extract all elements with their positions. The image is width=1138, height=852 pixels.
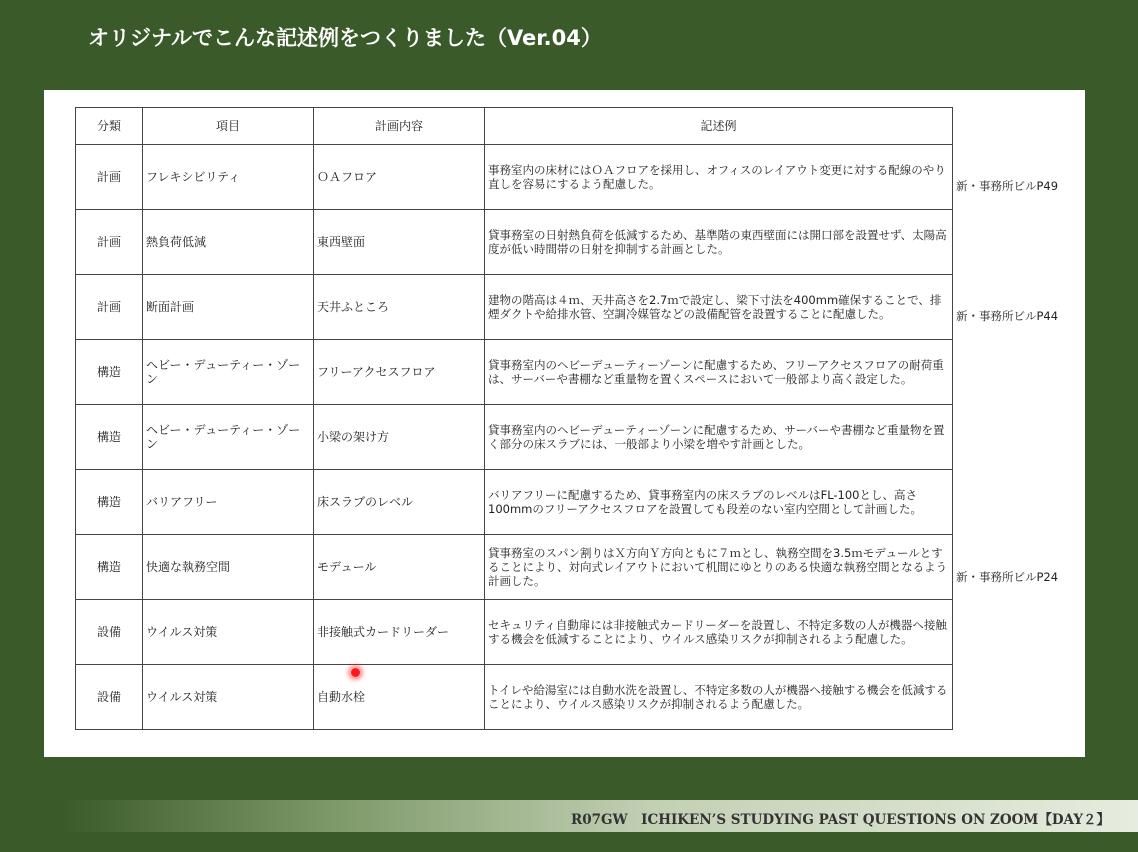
table-row	[76, 535, 953, 600]
category-cell: 構造	[76, 340, 143, 405]
content-cell: 非接触式カードリーダー	[314, 600, 485, 665]
content-cell: 自動水栓	[314, 665, 485, 730]
example-cell: 貸事務室の日射熱負荷を低減するため、基準階の東西壁面には開口部を設置せず、太陽高度が低い時間帯の日射を抑制する計画とした。	[485, 210, 953, 275]
category-cell: 計画	[76, 145, 143, 210]
item-cell: 快適な執務空間	[143, 535, 314, 600]
content-cell: フリーアクセスフロア	[314, 340, 485, 405]
table-row	[76, 405, 953, 470]
table-row	[76, 275, 953, 340]
header-item: 項目	[143, 108, 314, 145]
category-cell: 設備	[76, 600, 143, 665]
content-cell: 天井ふところ	[314, 275, 485, 340]
footer-caption: R07GW ICHIKEN’S STUDYING PAST QUESTIONS ON ZOOM【DAY２】	[570, 812, 1110, 828]
item-cell: バリアフリー	[143, 470, 314, 535]
content-cell: モデュール	[314, 535, 485, 600]
content-cell: 東西壁面	[314, 210, 485, 275]
table-row	[76, 210, 953, 275]
table-row	[76, 665, 953, 730]
reference-note: 新・事務所ビルP49	[956, 179, 1059, 193]
example-cell: セキュリティ自動扉には非接触式カードリーダーを設置し、不特定多数の人が機器へ接触する機会を低減することにより、ウイルス感染リスクが抑制されるよう配慮した。	[485, 600, 953, 665]
content-cell: 小梁の架け方	[314, 405, 485, 470]
item-cell: フレキシビリティ	[143, 145, 314, 210]
item-cell: ウイルス対策	[143, 600, 314, 665]
table-row	[76, 470, 953, 535]
document-sheet	[44, 90, 1085, 757]
item-cell: 熱負荷低減	[143, 210, 314, 275]
reference-note: 新・事務所ビルP44	[956, 309, 1059, 323]
category-cell: 計画	[76, 275, 143, 340]
example-cell: バリアフリーに配慮するため、貸事務室内の床スラブのレベルはFL-100とし、高さ100mmのフリーアクセスフロアを設置しても段差のない室内空間として計画した。	[485, 470, 953, 535]
content-cell: 床スラブのレベル	[314, 470, 485, 535]
item-cell: ヘビー・デューティー・ゾーン	[143, 340, 314, 405]
table-row	[76, 340, 953, 405]
slide-title: オリジナルでこんな記述例をつくりました（Ver.04）	[88, 26, 602, 50]
example-cell: 事務室内の床材にはＯＡフロアを採用し、オフィスのレイアウト変更に対する配線のやり直しを容易にするよう配慮した。	[485, 145, 953, 210]
category-cell: 計画	[76, 210, 143, 275]
item-cell: ヘビー・デューティー・ゾーン	[143, 405, 314, 470]
header-example: 記述例	[485, 108, 953, 145]
category-cell: 構造	[76, 405, 143, 470]
item-cell: ウイルス対策	[143, 665, 314, 730]
table-row	[76, 600, 953, 665]
header-category: 分類	[76, 108, 143, 145]
example-cell: 建物の階高は４ｍ、天井高さを2.7ｍで設定し、梁下寸法を400mm確保することで、排煙ダクトや給排水管、空調冷媒管などの設備配管を設置することに配慮した。	[485, 275, 953, 340]
example-cell: トイレや給湯室には自動水洗を設置し、不特定多数の人が機器へ接触する機会を低減することにより、ウイルス感染リスクが抑制されるよう配慮した。	[485, 665, 953, 730]
content-cell: ＯＡフロア	[314, 145, 485, 210]
example-cell: 貸事務室内のヘビーデューティーゾーンに配慮するため、サーバーや書棚など重量物を置く部分の床スラブには、一般部より小梁を増やす計画とした。	[485, 405, 953, 470]
category-cell: 構造	[76, 470, 143, 535]
header-content: 計画内容	[314, 108, 485, 145]
item-cell: 断面計画	[143, 275, 314, 340]
category-cell: 構造	[76, 535, 143, 600]
examples-table	[75, 107, 953, 730]
example-cell: 貸事務室のスパン割りはＸ方向Ｙ方向ともに７ｍとし、執務空間を3.5ｍモデュールとすることにより、対向式レイアウトにおいて机間にゆとりのある快適な執務空間となるよう計画した。	[485, 535, 953, 600]
laser-pointer-icon	[350, 667, 361, 678]
table-header-row	[76, 108, 953, 145]
table-row	[76, 145, 953, 210]
example-cell: 貸事務室内のヘビーデューティーゾーンに配慮するため、フリーアクセスフロアの耐荷重は、サーバーや書棚など重量物を置くスペースにおいて一般部より高く設定した。	[485, 340, 953, 405]
footer-bar	[60, 800, 1138, 832]
reference-note: 新・事務所ビルP24	[956, 570, 1059, 584]
category-cell: 設備	[76, 665, 143, 730]
